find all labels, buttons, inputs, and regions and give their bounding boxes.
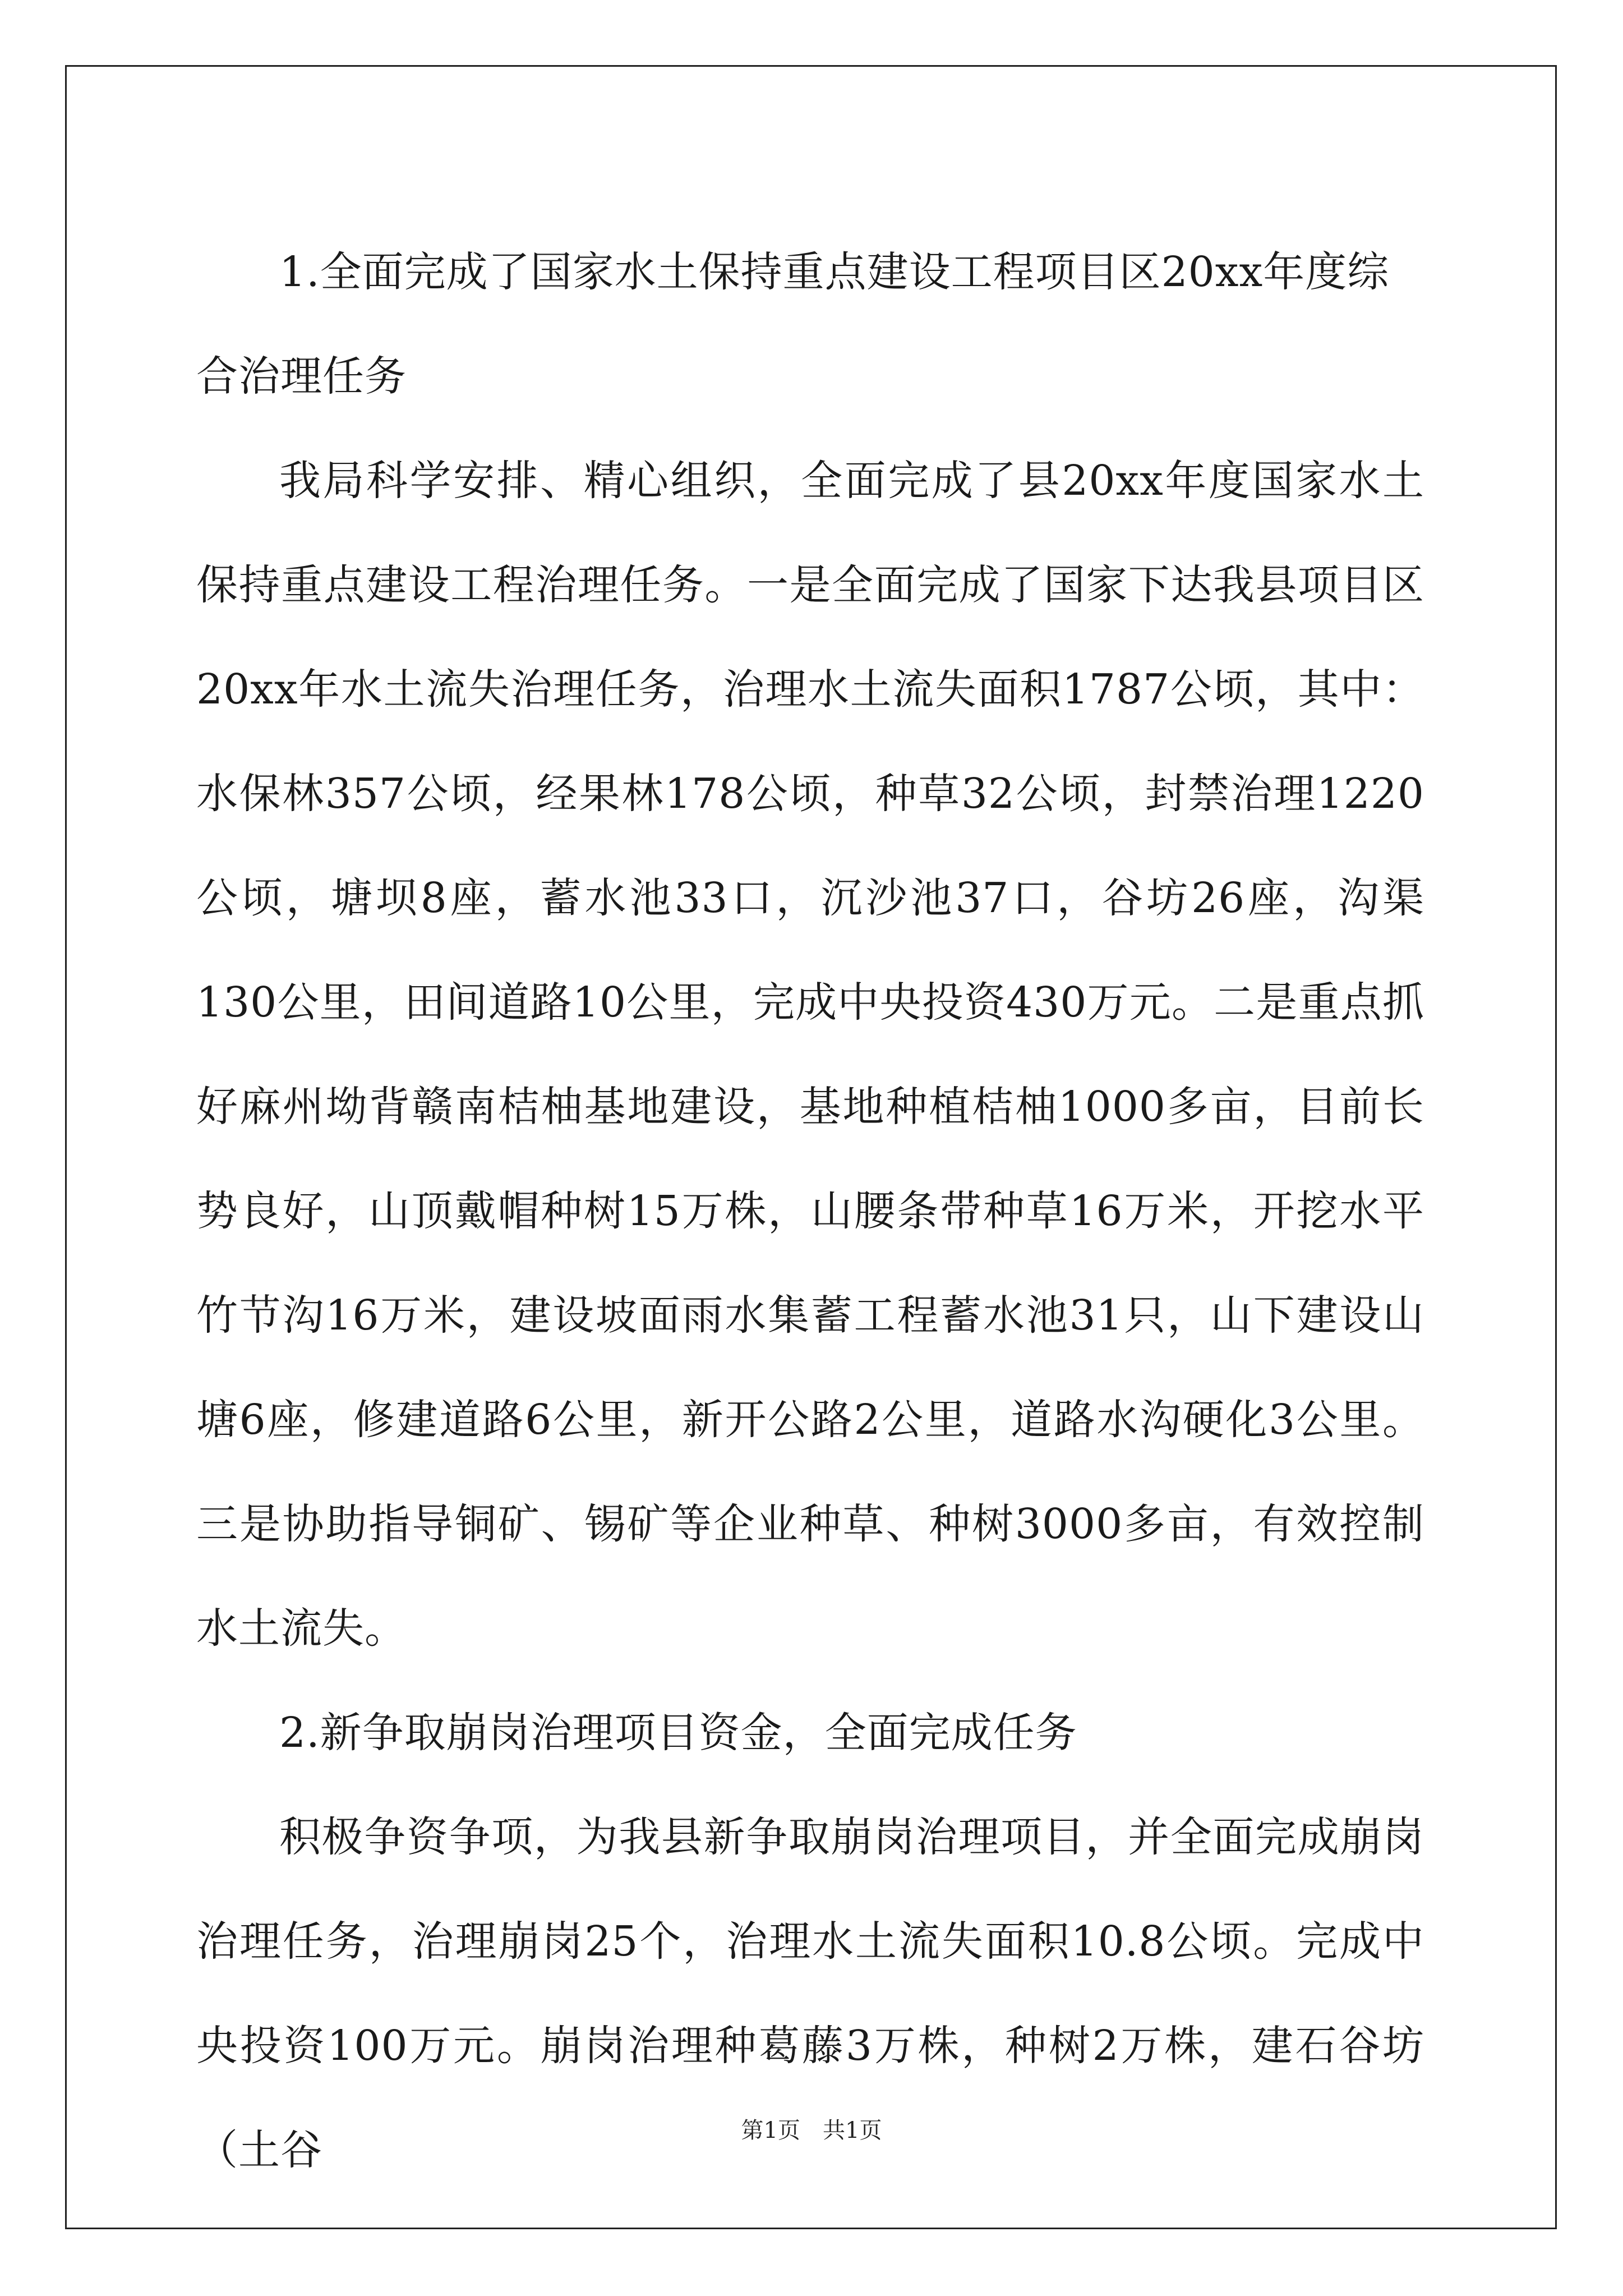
document-body bbox=[196, 220, 1424, 2202]
page-number-total: 共1页 bbox=[823, 2118, 882, 2143]
section-heading-1: 1.全面完成了国家水土保持重点建设工程项目区20xx年度综合治理任务 bbox=[196, 248, 1390, 401]
page-number-current: 第1页 bbox=[741, 2118, 800, 2143]
page-footer bbox=[0, 2115, 1623, 2146]
section-body-2: 积极争资争项，为我县新争取崩岗治理项目，并全面完成崩岗治理任务，治理崩岗25个，治理水土流失面积10.8公顷。完成中央投资100万元。崩岗治理种葛藤3万株，种树2万株，建石谷坊（土谷 bbox=[196, 1813, 1424, 2174]
section-heading-2: 2.新争取崩岗治理项目资金，全面完成任务 bbox=[279, 1709, 1077, 1757]
section-body-1: 我局科学安排、精心组织，全面完成了县20xx年度国家水土保持重点建设工程治理任务。一是全面完成了国家下达我县项目区20xx年水土流失治理任务，治理水土流失面积1787公顷，其中：水保林357公顷，经果林178公顷，种草32公顷，封禁治理1220公顷，塘坝8座，蓄水池33口，沉沙池37口，谷坊26座，沟渠130公里，田间道路10公里，完成中央投资430万元。二是重点抓好麻州坳背赣南桔柚基地建设，基地种植桔柚1000多亩，目前长势良好，山顶戴帽种树15万株，山腰条带种草16万米，开挖水平竹节沟16万米，建设坡面雨水集蓄工程蓄水池31只，山下建设山塘6座，修建道路6公里，新开公路2公里，道路水沟硬化3公里。三是协助指导铜矿、锡矿等企业种草、种树3000多亩，有效控制水土流失。 bbox=[196, 457, 1424, 1653]
